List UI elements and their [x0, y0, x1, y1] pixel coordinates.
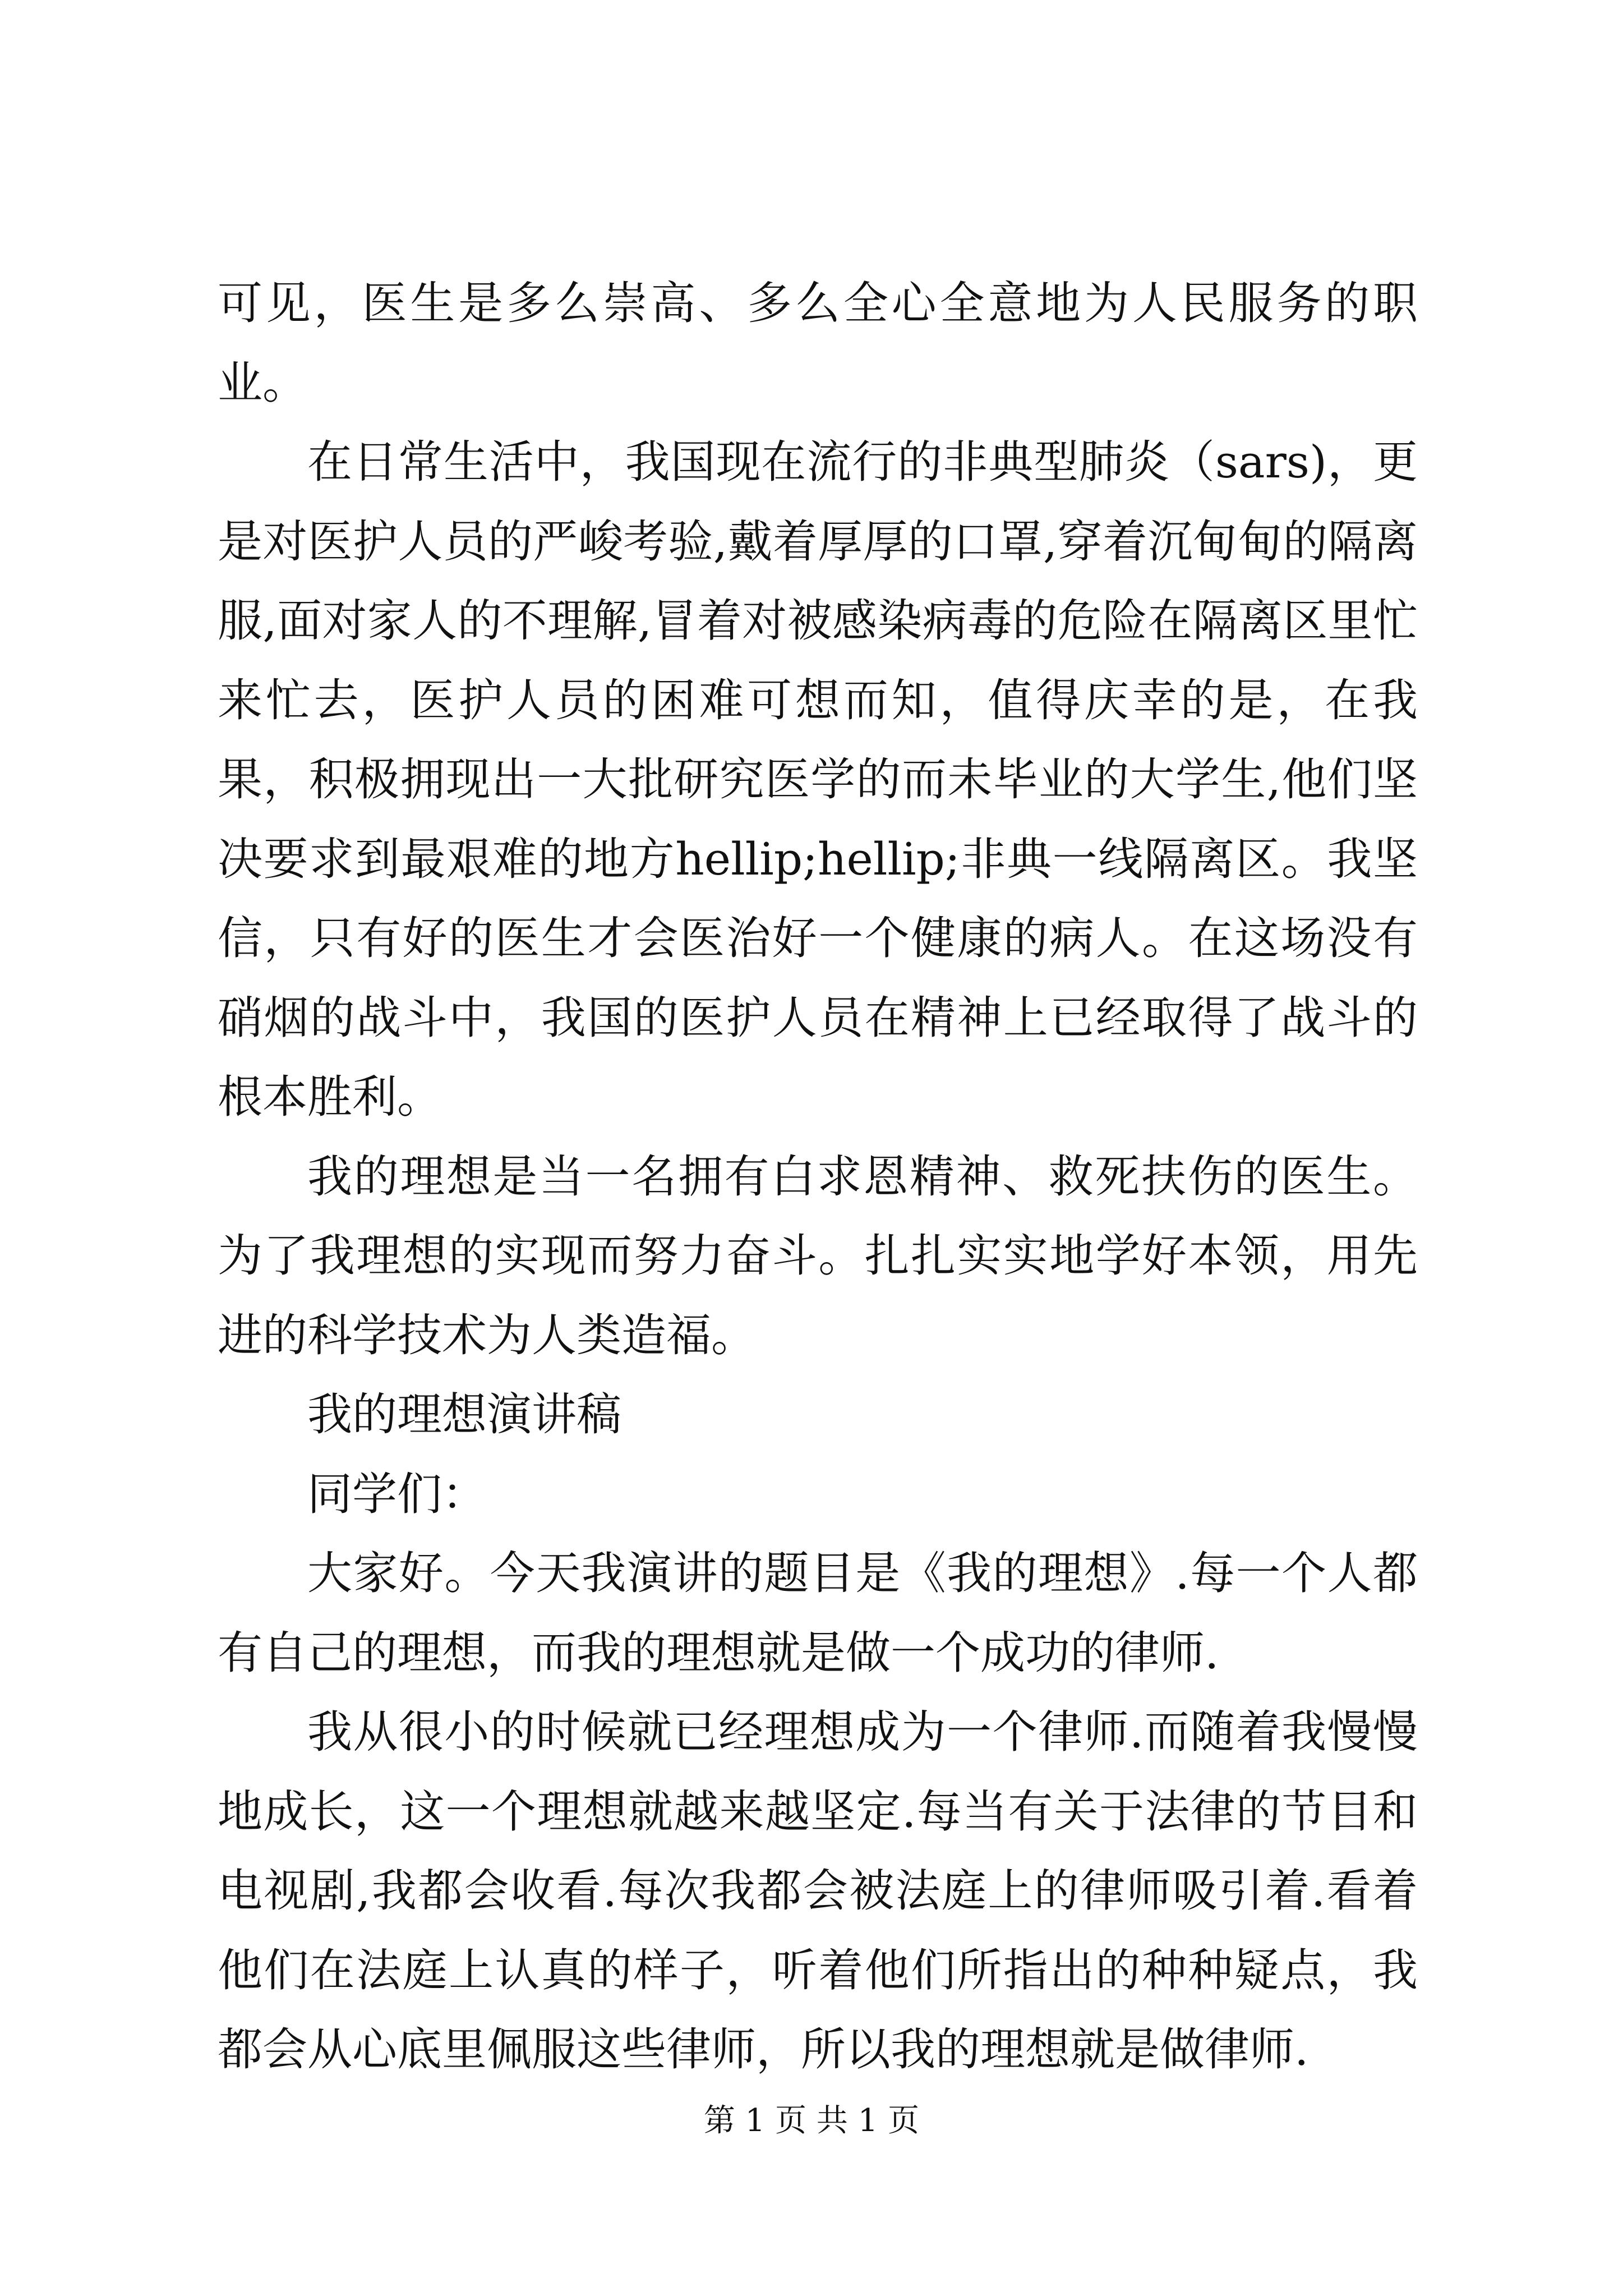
paragraph-2: 在日常生活中，我国现在流行的非典型肺炎（sars)，更是对医护人员的严峻考验,戴着厚厚的口罩,穿着沉甸甸的隔离服,面对家人的不理解,冒着对被感染病毒的危险在隔离区里忙来忙去，医护人员的困难可想而知，值得庆幸的是，在我果，积极拥现出一大批研究医学的而未毕业的大学生,他们坚决要求到最艰难的地方hellip;hellip;非典一线隔离区。我坚信，只有好的医生才会医治好一个健康的病人。在这场没有硝烟的战斗中，我国的医护人员在精神上已经取得了战斗的根本胜利。 [218, 436, 1418, 1123]
paragraph-7: 我从很小的时候就已经理想成为一个律师.而随着我慢慢地成长，这一个理想就越来越坚定.每当有关于法律的节目和电视剧,我都会收看.每次我都会被法庭上的律师吸引着.看着他们在法庭上认真的样子，听着他们所指出的种种疑点，我都会从心底里佩服这些律师，所以我的理想就是做律师. [218, 1706, 1418, 2076]
speech-salutation: 同学们： [307, 1467, 487, 1520]
speech-title: 我的理想演讲稿 [307, 1388, 621, 1441]
page-footer: 第 1 页 共 1 页 [703, 2102, 920, 2139]
document-body [218, 264, 1418, 2090]
paragraph-1: 可见，医生是多么崇高、多么全心全意地为人民服务的职业。 [218, 277, 1418, 409]
paragraph-3: 我的理想是当一名拥有白求恩精神、救死扶伤的医生。为了我理想的实现而努力奋斗。扎扎实实地学好本领，用先进的科学技术为人类造福。 [218, 1150, 1418, 1361]
paragraph-6: 大家好。今天我演讲的题目是《我的理想》.每一个人都有自己的理想，而我的理想就是做一个成功的律师. [218, 1547, 1418, 1679]
